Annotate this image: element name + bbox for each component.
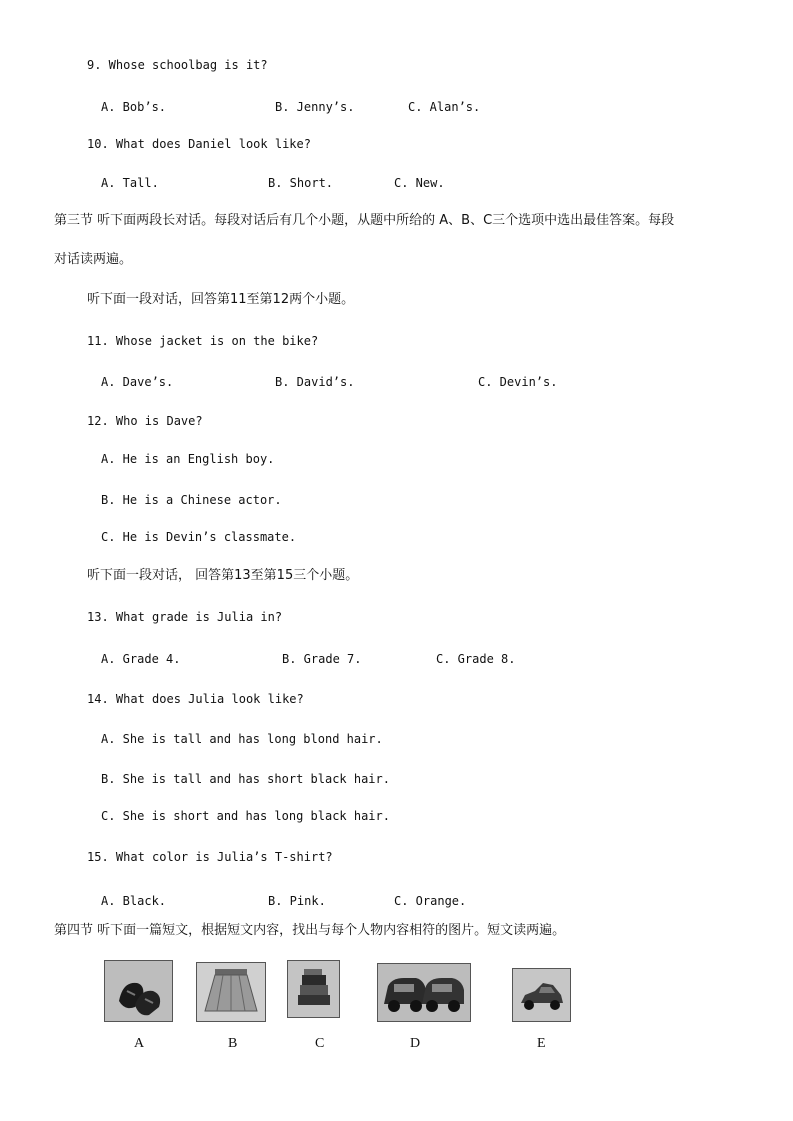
q13-option-a: A. Grade 4. [101, 652, 181, 666]
q14-option-b: B. She is tall and has short black hair. [101, 772, 390, 786]
section-4-instructions: 第四节 听下面一篇短文，根据短文内容，找出与每个人物内容相符的图片。短文读两遍。 [54, 923, 566, 938]
q11-option-a: A. Dave’s. [101, 375, 174, 389]
toy-cars-icon [377, 963, 471, 1022]
q14-option-c: C. She is short and has long black hair. [101, 809, 390, 823]
q10-option-b: B. Short. [268, 176, 334, 190]
q12-option-b: B. He is a Chinese actor. [101, 493, 282, 507]
dialog-2-instruction: 听下面一段对话， 回答第13至第15三个小题。 [87, 568, 359, 583]
question-13: 13. What grade is Julia in? [87, 610, 283, 624]
q15-option-a: A. Black. [101, 894, 167, 908]
section-3-instructions-cont: 对话读两遍。 [54, 252, 133, 267]
q15-option-b: B. Pink. [268, 894, 326, 908]
q11-option-c: C. Devin’s. [478, 375, 558, 389]
picture-label-e: E [537, 1036, 546, 1051]
q12-option-a: A. He is an English boy. [101, 452, 275, 466]
question-14: 14. What does Julia look like? [87, 692, 304, 706]
q10-option-c: C. New. [394, 176, 445, 190]
q13-option-b: B. Grade 7. [282, 652, 362, 666]
q14-option-a: A. She is tall and has long blond hair. [101, 732, 383, 746]
shoes-icon [104, 960, 173, 1022]
question-15: 15. What color is Julia’s T-shirt? [87, 850, 333, 864]
section-3-instructions: 第三节 听下面两段长对话。每段对话后有几个小题，从题中所给的 A、B、C三个选项中选出最佳答案。每段 [54, 213, 675, 228]
q9-option-a: A. Bob’s. [101, 100, 167, 114]
question-9: 9. Whose schoolbag is it? [87, 58, 268, 72]
dialog-1-instruction: 听下面一段对话，回答第11至第12两个小题。 [87, 292, 355, 307]
q10-option-a: A. Tall. [101, 176, 159, 190]
q9-option-c: C. Alan’s. [408, 100, 481, 114]
q11-option-b: B. David’s. [275, 375, 355, 389]
books-icon [287, 960, 340, 1018]
q13-option-c: C. Grade 8. [436, 652, 516, 666]
picture-label-b: B [228, 1036, 238, 1051]
picture-label-d: D [410, 1036, 421, 1051]
toy-car-icon [512, 968, 571, 1022]
skirt-icon [196, 962, 266, 1022]
q9-option-b: B. Jenny’s. [275, 100, 355, 114]
picture-label-a: A [134, 1036, 145, 1051]
question-11: 11. Whose jacket is on the bike? [87, 334, 319, 348]
picture-label-c: C [315, 1036, 325, 1051]
question-12: 12. Who is Dave? [87, 414, 203, 428]
q12-option-c: C. He is Devin’s classmate. [101, 530, 297, 544]
q15-option-c: C. Orange. [394, 894, 467, 908]
question-10: 10. What does Daniel look like? [87, 137, 311, 151]
